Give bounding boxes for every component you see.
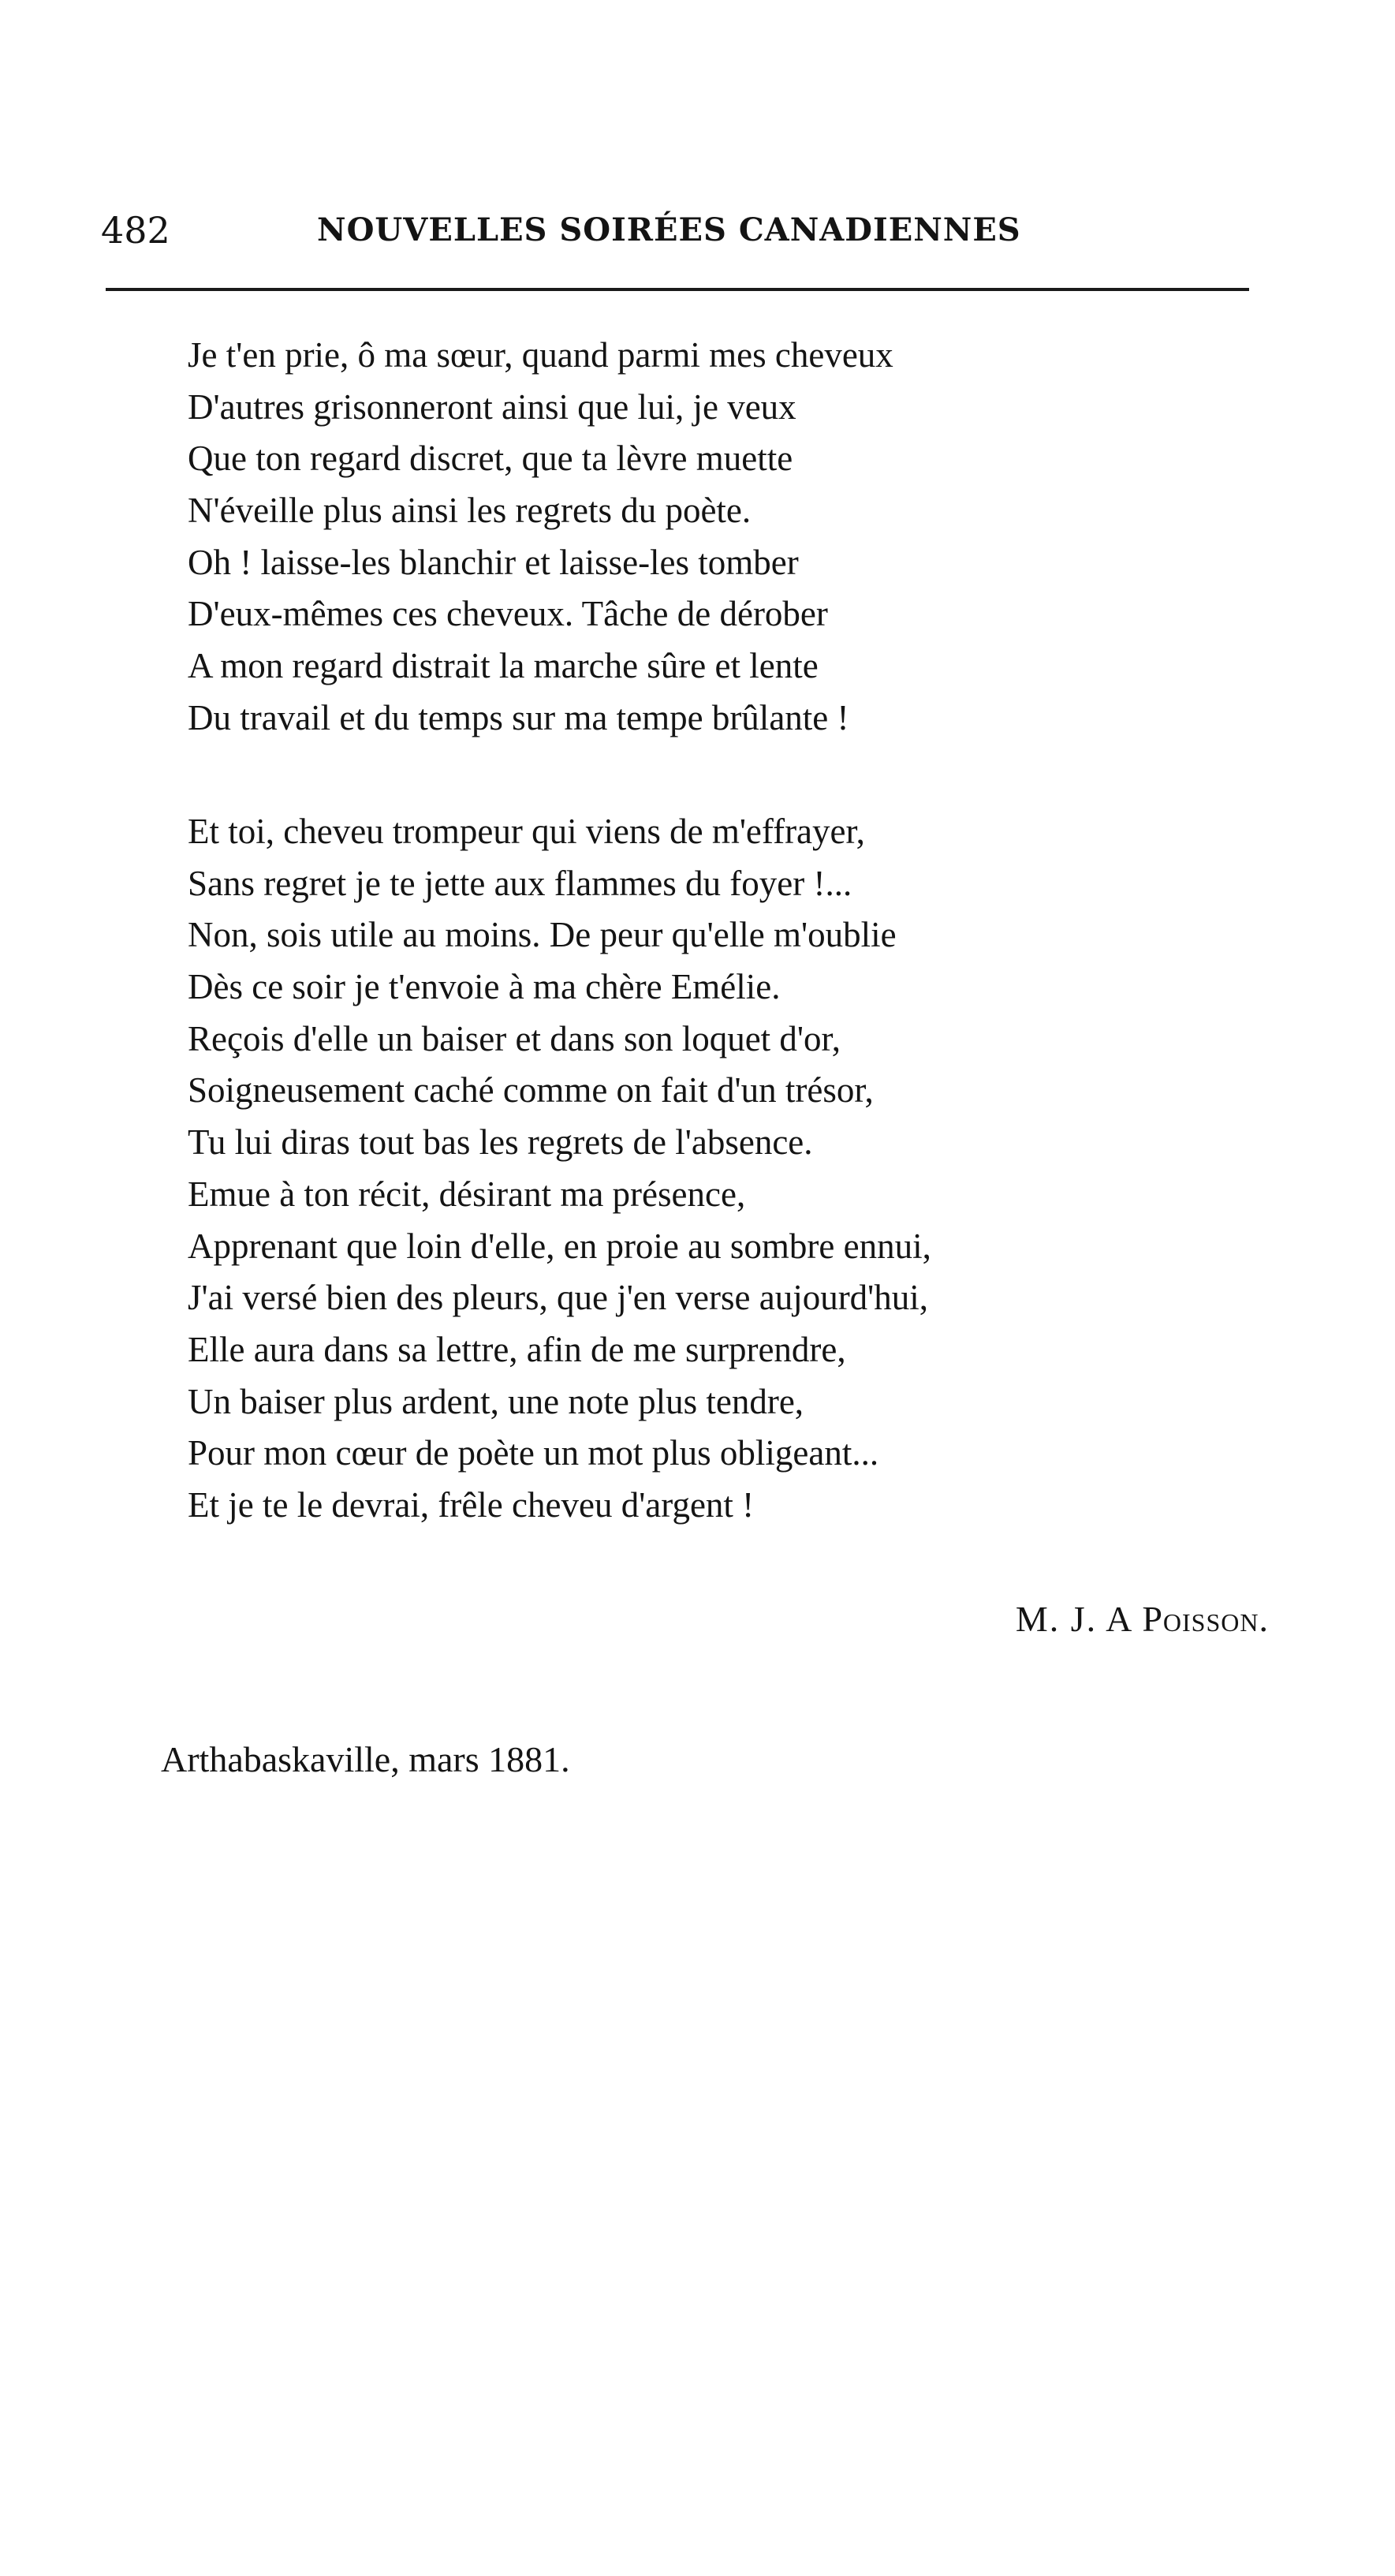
verse-line: D'eux-mêmes ces cheveux. Tâche de dérober <box>188 594 828 634</box>
place-and-date: Arthabaskaville, mars 1881. <box>161 1739 570 1779</box>
verse-line: Soigneusement caché comme on fait d'un trésor, <box>188 1070 874 1111</box>
poem-stanza-2 <box>188 806 931 1532</box>
author-initials: M. J. A <box>1015 1599 1132 1639</box>
verse-line: Et je te le devrai, frêle cheveu d'argent ! <box>188 1484 755 1525</box>
verse-line: D'autres grisonneront ainsi que lui, je veux <box>188 386 796 427</box>
page-number: 482 <box>101 209 170 252</box>
header-rule <box>106 288 1249 291</box>
page-header <box>101 199 1252 262</box>
verse-line: Que ton regard discret, que ta lèvre muette <box>188 439 793 479</box>
verse-line: Je t'en prie, ô ma sœur, quand parmi mes cheveux <box>188 335 893 375</box>
verse-line: A mon regard distrait la marche sûre et lente <box>188 646 819 686</box>
verse-line: Et toi, cheveu trompeur qui viens de m'effrayer, <box>188 812 865 851</box>
author-signature <box>1016 1592 1269 1647</box>
verse-line: Pour mon cœur de poète un mot plus obligeant... <box>188 1433 879 1473</box>
verse-line: Emue à ton récit, désirant ma présence, <box>188 1174 746 1214</box>
verse-line: Un baiser plus ardent, une note plus tendre, <box>188 1381 804 1421</box>
verse-line: Dès ce soir je t'envoie à ma chère Emélie. <box>188 967 781 1007</box>
running-title: NOUVELLES SOIRÉES CANADIENNES <box>317 211 1021 248</box>
verse-line: Non, sois utile au moins. De peur qu'elle m'oublie <box>188 915 897 955</box>
verse-line: Oh ! laisse-les blanchir et laisse-les tomber <box>188 542 799 582</box>
verse-line: Reçois d'elle un baiser et dans son loquet d'or, <box>188 1018 841 1058</box>
verse-line: Tu lui diras tout bas les regrets de l'absence. <box>188 1122 813 1163</box>
verse-line: Du travail et du temps sur ma tempe brûlante ! <box>188 697 849 737</box>
verse-line: Elle aura dans sa lettre, afin de me surprendre, <box>188 1329 846 1369</box>
verse-line: J'ai versé bien des pleurs, que j'en verse aujourd'hui, <box>188 1278 929 1318</box>
verse-line: N'éveille plus ainsi les regrets du poète. <box>188 491 752 531</box>
author-surname: Poisson. <box>1142 1599 1269 1639</box>
verse-line: Apprenant que loin d'elle, en proie au sombre ennui, <box>188 1226 931 1266</box>
poem-stanza-1 <box>188 330 893 745</box>
verse-line: Sans regret je te jette aux flammes du foyer !... <box>188 863 852 903</box>
